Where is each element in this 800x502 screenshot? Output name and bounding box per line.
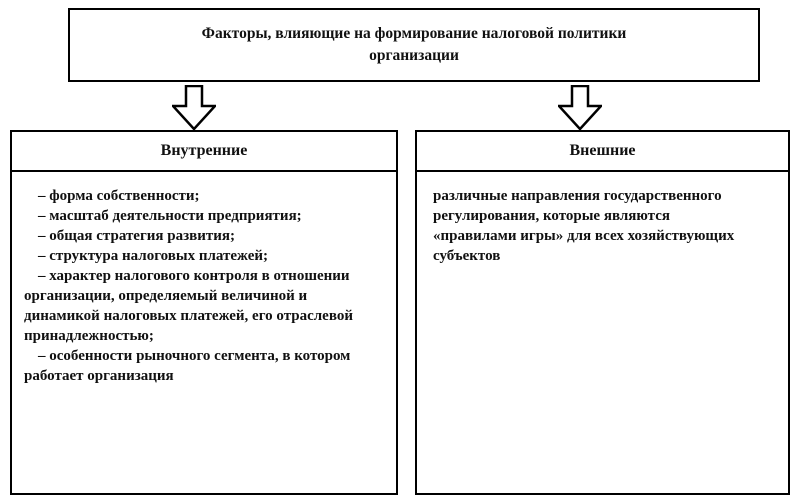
external-factors-body — [417, 172, 788, 274]
factor-item: – особенности рыночного сегмента, в котором работает организация — [24, 348, 351, 384]
internal-factors-header: Внутренние — [12, 132, 396, 172]
factor-item: – форма собственности; — [38, 188, 200, 204]
down-arrow-right-icon — [558, 85, 602, 130]
title-box — [68, 8, 760, 82]
factor-item: – структура налоговых платежей; — [38, 248, 268, 264]
factor-item: – общая стратегия развития; — [38, 228, 236, 244]
external-factors-box — [415, 130, 790, 495]
diagram-title: Факторы, влияющие на формирование налоговой политики организации — [201, 25, 627, 64]
internal-factors-list — [12, 172, 396, 394]
factor-item: – масштаб деятельности предприятия; — [38, 208, 302, 224]
external-factors-text: различные направления государственного регулирования, которые являются «правилами игры» для всех хозяйствующих субъектов — [433, 188, 735, 264]
factor-item: – характер налогового контроля в отношении организации, определяемый величиной и динамикой налоговых платежей, его отраслевой принадлежностью; — [24, 268, 353, 344]
down-arrow-left-icon — [172, 85, 216, 130]
external-factors-header: Внешние — [417, 132, 788, 172]
internal-factors-box — [10, 130, 398, 495]
